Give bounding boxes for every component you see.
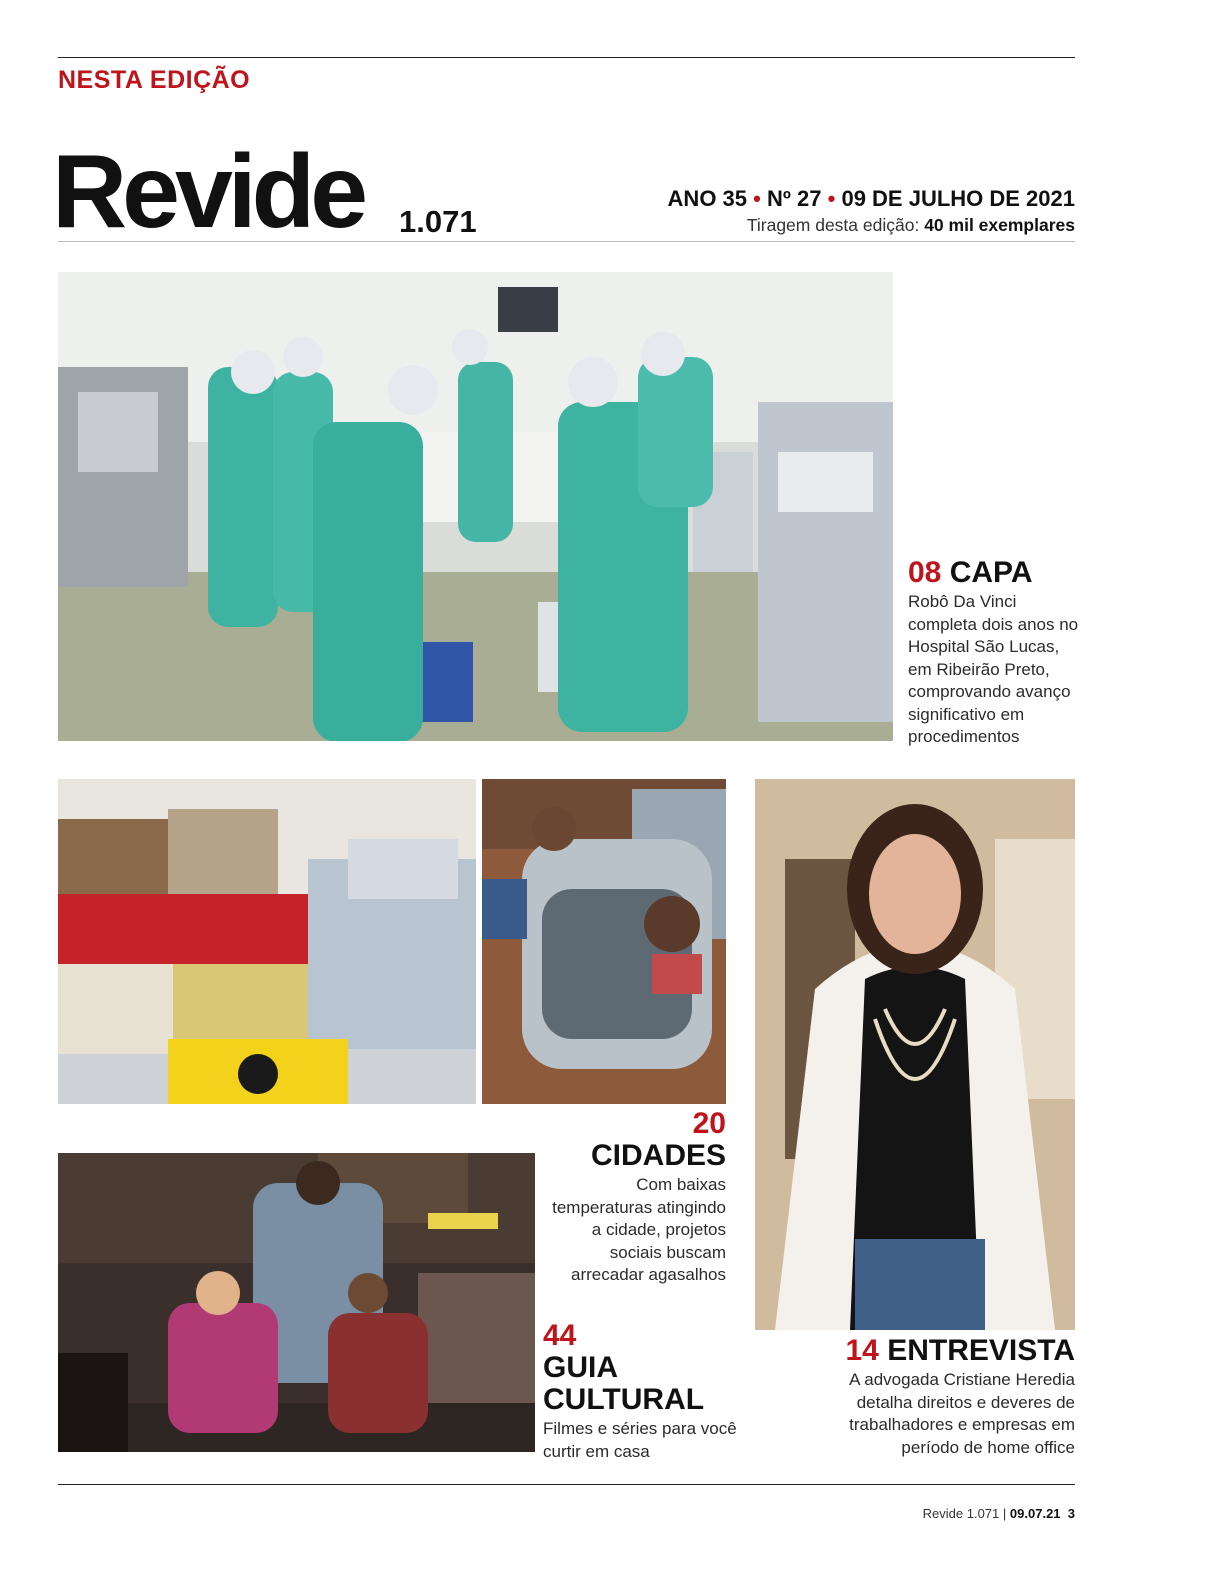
header-rule [58,241,1075,242]
bottom-rule [58,1484,1075,1485]
section-guia-cultural[interactable] [543,1320,743,1463]
footer-date: 09.07.21 [1009,1506,1061,1521]
issue-number: Nº 27 [766,186,822,211]
donations-photo[interactable] [58,779,476,1104]
issue-date: 09 DE JULHO DE 2021 [841,186,1075,211]
guia-title-line1: GUIA [543,1351,618,1384]
magazine-logo: Revide [52,134,364,250]
section-entrevista[interactable] [800,1335,1075,1459]
print-run-value: 40 mil exemplares [924,215,1075,235]
entrevista-description: A advogada Cristiane Heredia detalha direitos e deveres de trabalhadores e empresas em período de home office [849,1370,1075,1457]
footer-divider: | [1002,1506,1007,1521]
top-rule [58,57,1075,58]
section-cidades[interactable] [540,1108,726,1287]
portrait-photo[interactable] [755,779,1075,1330]
guia-description: Filmes e séries para você curtir em casa [543,1419,737,1461]
cidades-page-number: 20 [692,1107,726,1140]
issue-year: ANO 35 [667,186,748,211]
guia-heading [543,1320,743,1416]
children-photo[interactable] [482,779,726,1104]
surgery-photo[interactable] [58,272,893,741]
entrevista-page-number: 14 [845,1334,879,1367]
guia-page-number: 44 [543,1319,577,1352]
capa-title: CAPA [949,556,1033,589]
section-kicker: NESTA EDIÇÃO [58,66,251,94]
separator-dot: • [827,186,836,211]
edition-number: 1.071 [399,204,477,239]
footer-magazine: Revide 1.071 [922,1506,1000,1521]
page-footer [923,1506,1075,1521]
section-capa[interactable] [908,557,1080,749]
footer-page-number: 3 [1067,1506,1075,1521]
capa-heading [908,557,1080,589]
guia-title-line2: CULTURAL [543,1383,705,1416]
issue-info [668,186,1075,212]
print-run-label: Tiragem desta edição: [746,215,920,235]
capa-page-number: 08 [908,556,942,589]
capa-description: Robô Da Vinci completa dois anos no Hospital São Lucas, em Ribeirão Preto, comprovando avanço significativo em procedimentos [908,592,1079,746]
cidades-heading [540,1108,726,1172]
entrevista-title: ENTREVISTA [887,1334,1075,1367]
print-run [747,215,1075,236]
separator-dot: • [753,186,761,211]
cidades-description: Com baixas temperaturas atingindo a cidade, projetos sociais buscam arrecadar agasalhos [552,1175,726,1284]
film-still-photo[interactable] [58,1153,535,1452]
entrevista-heading [800,1335,1075,1367]
cidades-title: CIDADES [590,1139,726,1172]
